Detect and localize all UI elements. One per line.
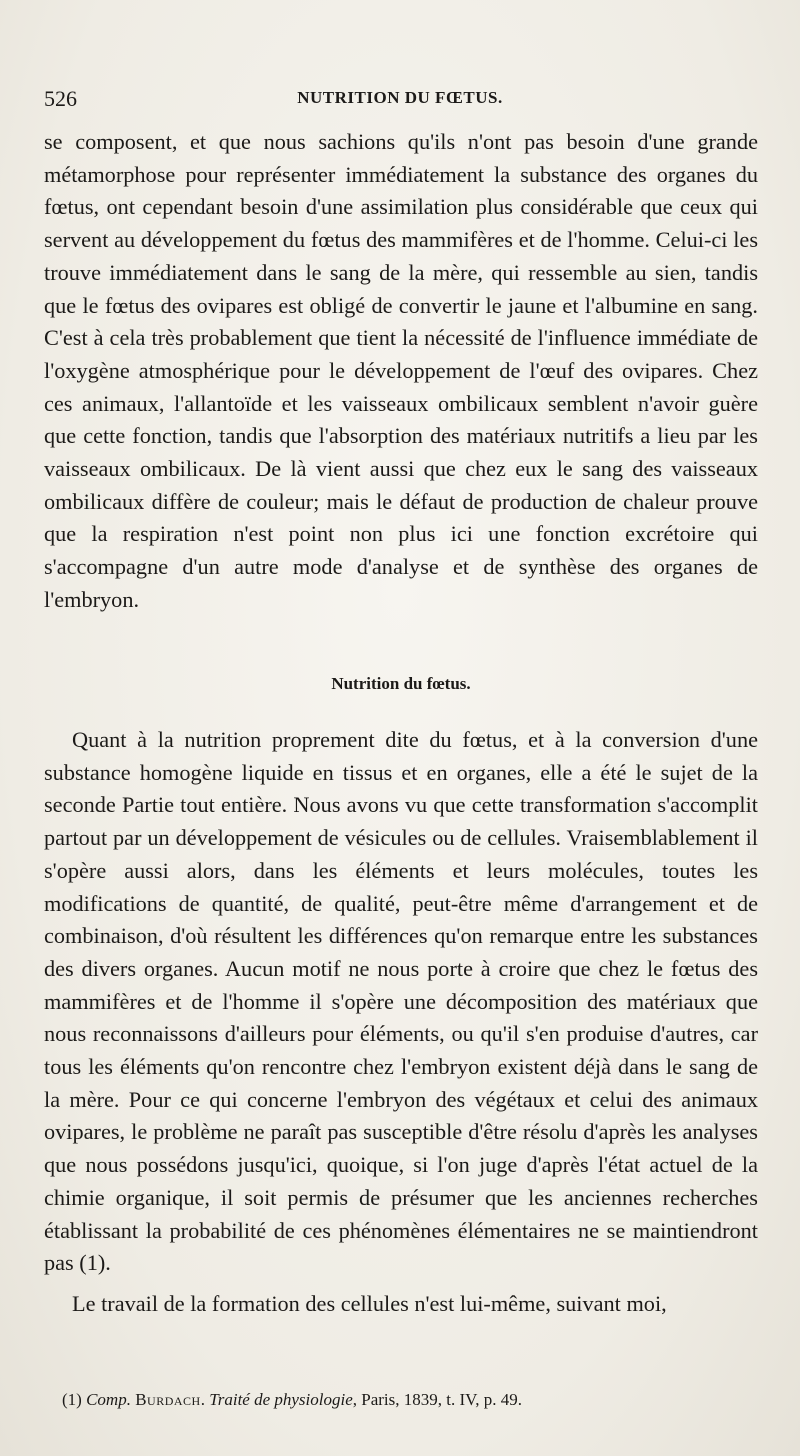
footnote-details: , Paris, 1839, t. IV, p. 49. — [352, 1390, 522, 1409]
body-text-bottom — [44, 724, 758, 1321]
page-header — [44, 86, 756, 118]
footnote-separator: . — [200, 1390, 205, 1409]
paragraph-continuation: se composent, et que nous sachions qu'ils n'ont pas besoin d'une grande métamorphose pour représenter immédiatement la substance des organes du fœtus, ont cependant besoin d'une assimilation plus considérable que ceux qui servent au développement du fœtus des mammifères et de l'homme. Celui-ci les trouve immédiatement dans le sang de la mère, qui ressemble au sien, tandis que le fœtus des ovipares est obligé de convertir le jaune et l'albumine en sang. C'est à cela très probablement que tient la nécessité de l'influence immédiate de l'oxygène atmosphérique pour le développement de l'œuf des ovipares. Chez ces animaux, l'allantoïde et les vaisseaux ombilicaux semblent n'avoir guère que cette fonction, tandis que l'absorption des matériaux nutritifs a lieu par les vaisseaux ombilicaux. De là vient aussi que chez eux le sang des vaisseaux ombilicaux diffère de couleur; mais le défaut de production de chaleur prouve que la respiration n'est point non plus ici une fonction excrétoire qui s'accompagne d'un autre mode d'analyse et de synthèse des organes de l'embryon. — [44, 129, 758, 612]
footnote-marker: (1) — [62, 1390, 82, 1409]
section-heading: Nutrition du fœtus. — [331, 674, 471, 693]
footnote-comp: Comp. — [86, 1390, 131, 1409]
paragraph-nutrition: Quant à la nutrition proprement dite du fœtus, et à la conversion d'une substance homogène liquide en tissus et en organes, elle a été le sujet de la seconde Partie tout entière. Nous avons vu que cette transformation s'accomplit partout par un développement de vésicules ou de cellules. Vraisemblablement il s'opère aussi alors, dans les éléments et leurs molécules, toutes les modifications de quantité, de qualité, peut-être même d'arrangement et de combinaison, d'où résultent les différences qu'on remarque entre les substances des divers organes. Aucun motif ne nous porte à croire que chez le fœtus des mammifères et de l'homme il s'opère une décomposition des matériaux que nous reconnaissons d'ailleurs pour éléments, ou qu'il s'en produise d'autres, car tous les éléments qu'on rencontre chez l'embryon existent déjà dans le sang de la mère. Pour ce qui concerne l'embryon des végétaux et celui des animaux ovipares, le problème ne paraît pas susceptible d'être résolu d'après les analyses que nous possédons jusqu'ici, quoique, si l'on juge d'après l'état actuel de la chimie organique, il soit permis de présumer que les anciennes recherches établissant la probabilité de ces phénomènes élémentaires ne se maintiendront pas (1). — [44, 727, 758, 1276]
footnote — [62, 1388, 762, 1412]
body-text-top — [44, 126, 758, 662]
running-title: NUTRITION DU FŒTUS. — [297, 88, 503, 107]
footnote-author: Burdach — [135, 1390, 201, 1409]
paragraph-cells: Le travail de la formation des cellules n'est lui-même, suivant moi, — [72, 1290, 667, 1316]
footnote-title: Traité de physiologie — [209, 1390, 353, 1409]
page-number: 526 — [44, 86, 77, 111]
